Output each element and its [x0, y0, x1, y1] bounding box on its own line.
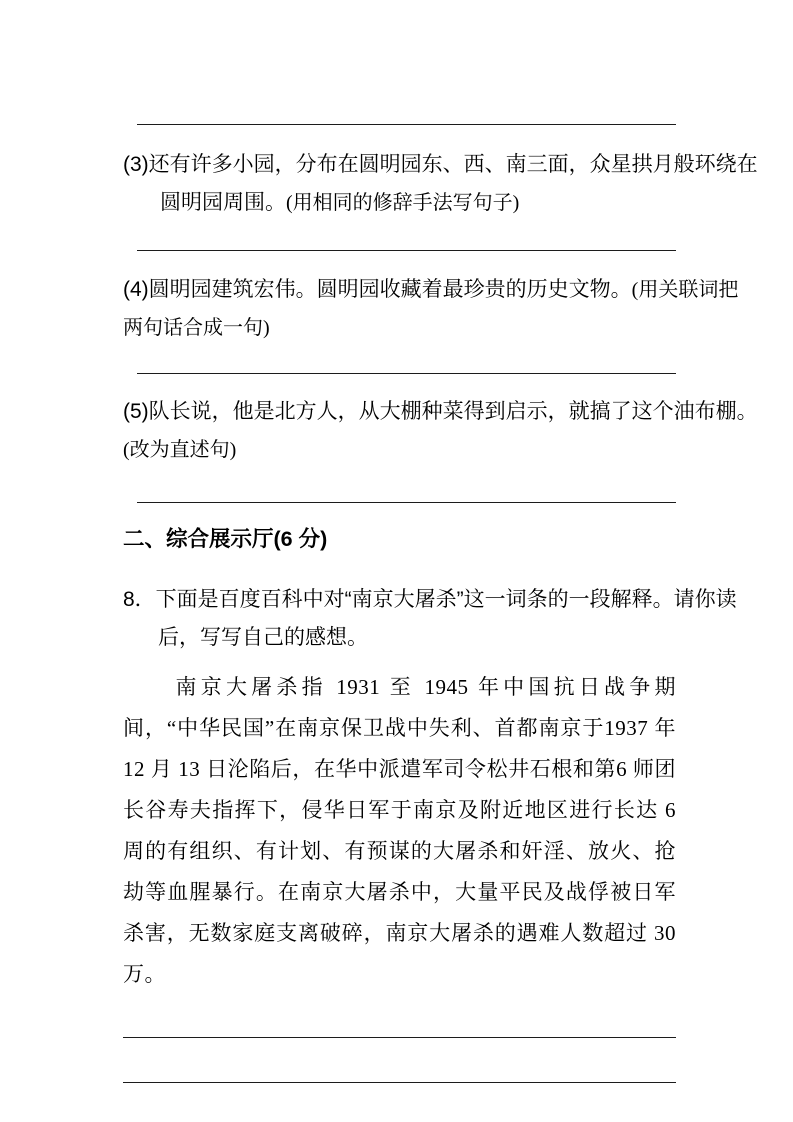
question-4-line1 [123, 271, 739, 309]
question-4-line2 [123, 309, 676, 347]
question-8-prompt-line1: 8．下面是百度百科中对“南京大屠杀”这一词条的一段解释。请你读 [123, 588, 737, 611]
question-4-text: (4)圆明园建筑宏伟。圆明园收藏着最珍贵的历史文物。 [123, 278, 632, 301]
answer-blank-line-5 [123, 1037, 676, 1038]
question-3 [123, 146, 758, 222]
question-5 [123, 393, 758, 469]
answer-blank-line-3 [137, 373, 676, 374]
question-4-instruction-part2: 两句话合成一句) [123, 317, 270, 339]
question-3-line1: (3)还有许多小园，分布在圆明园东、西、南三面，众星拱月般环绕在 [123, 153, 758, 176]
question-8-prompt-line2: 后，写写自己的感想。 [158, 626, 368, 649]
question-4 [123, 271, 739, 347]
question-5-line1: (5)队长说，他是北方人，从大棚种菜得到启示，就搞了这个油布棚。 [123, 400, 758, 423]
answer-blank-line-2 [137, 250, 676, 251]
section-heading: 二、综合展示厅(6 分) [123, 527, 328, 551]
question-5-instruction: (改为直述句) [123, 439, 237, 461]
question-3-text: 圆明园周围。 [160, 191, 286, 214]
answer-blank-line-4 [137, 502, 676, 503]
question-3-line2 [123, 184, 676, 222]
passage-paragraph: 南京大屠杀指 1931 至 1945 年中国抗日战争期间，“中华民国”在南京保卫战中失利、首都南京于1937 年 12 月 13 日沦陷后，在华中派遣军司令松井石根和第6 师团长谷寿夫指挥下，侵华日军于南京及附近地区进行长达 6 周的有组织、有计划、有预谋的大屠杀和奸淫、放火、抢劫等血腥暴行。在南京大屠杀中，大量平民及战俘被日军杀害，无数家庭支离破碎，南京大屠杀的遇难人数超过 30 万。 [123, 675, 676, 986]
question-3-instruction: (用相同的修辞手法写句子) [286, 192, 520, 214]
question-5-line2 [123, 431, 676, 469]
answer-blank-line-1 [137, 124, 676, 125]
question-8 [123, 581, 737, 657]
question-4-instruction-part1: (用关联词把 [631, 279, 739, 301]
answer-blank-line-6 [123, 1082, 676, 1083]
